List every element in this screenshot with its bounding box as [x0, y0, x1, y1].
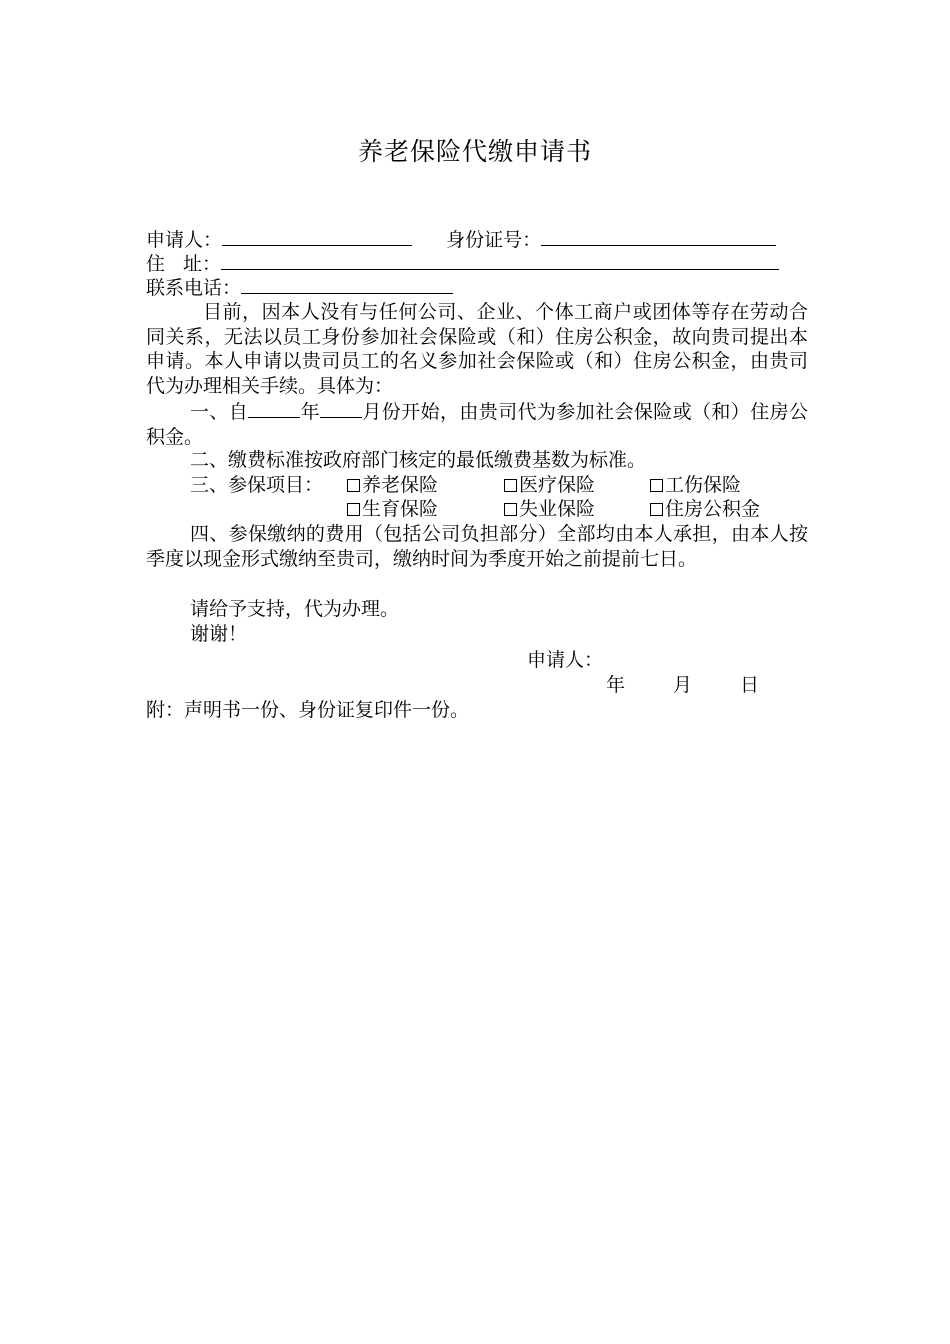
start-year-blank[interactable] — [248, 398, 300, 418]
applicant-name-blank[interactable] — [222, 226, 412, 246]
option-unemployment-label: 失业保险 — [519, 498, 596, 520]
checkbox-icon[interactable] — [347, 503, 360, 516]
phone-row — [146, 274, 453, 298]
date-day-label: 日 — [740, 674, 760, 696]
option-maternity[interactable] — [347, 497, 438, 521]
option-housing-fund-label: 住房公积金 — [665, 498, 761, 520]
start-month-blank[interactable] — [320, 398, 362, 418]
option-housing-fund[interactable] — [650, 497, 760, 521]
applicant-label: 申请人： — [146, 229, 223, 251]
address-row — [146, 250, 779, 274]
address-blank[interactable] — [221, 250, 779, 270]
address-label: 住 址： — [146, 253, 222, 275]
checkbox-icon[interactable] — [504, 503, 517, 516]
page-title: 养老保险代缴申请书 — [357, 137, 592, 166]
id-number-blank[interactable] — [541, 226, 776, 246]
phone-blank[interactable] — [241, 274, 453, 294]
applicant-row — [146, 226, 776, 250]
id-number-label: 身份证号： — [446, 229, 542, 251]
date-year-label: 年 — [606, 674, 626, 696]
option-medical[interactable] — [504, 473, 595, 497]
date-month-label: 月 — [673, 674, 693, 696]
checkbox-icon[interactable] — [504, 479, 517, 492]
checkbox-icon[interactable] — [650, 479, 663, 492]
option-work-injury[interactable] — [650, 473, 741, 497]
option-unemployment[interactable] — [504, 497, 595, 521]
option-work-injury-label: 工伤保险 — [665, 474, 742, 496]
item-4-paragraph: 四、参保缴纳的费用（包括公司负担部分）全部均由本人承担，由本人按季度以现金形式缴纳至贵司，缴纳时间为季度开始之前提前七日。 — [146, 523, 808, 570]
signature-label: 申请人： — [527, 649, 604, 671]
checkbox-icon[interactable] — [650, 503, 663, 516]
item-1-year-label: 年 — [300, 401, 320, 423]
item-1-start-label: 一、自 — [190, 401, 249, 423]
attachment-note: 附：声明书一份、身份证复印件一份。 — [146, 699, 470, 721]
option-medical-label: 医疗保险 — [519, 474, 596, 496]
option-pension[interactable] — [347, 473, 438, 497]
request-text: 请给予支持，代为办理。 — [190, 598, 400, 620]
thanks-text: 谢谢！ — [190, 623, 248, 645]
item-1-paragraph — [146, 398, 808, 449]
item-3-label: 三、参保项目： — [190, 474, 324, 496]
option-pension-label: 养老保险 — [362, 474, 439, 496]
option-maternity-label: 生育保险 — [362, 498, 439, 520]
item-1-text: 月份开始，由贵司代为参加社会保险或（和）住房公积金。 — [146, 401, 808, 448]
phone-label: 联系电话： — [146, 277, 242, 299]
item-2-paragraph: 二、缴费标准按政府部门核定的最低缴费基数为标准。 — [190, 449, 647, 471]
checkbox-icon[interactable] — [347, 479, 360, 492]
intro-paragraph: 目前，因本人没有与任何公司、企业、个体工商户或团体等存在劳动合同关系，无法以员工身份参加社会保险或（和）住房公积金，故向贵司提出本申请。本人申请以贵司员工的名义参加社会保险或（和）住房公积金，由贵司代为办理相关手续。具体为： — [146, 301, 808, 397]
